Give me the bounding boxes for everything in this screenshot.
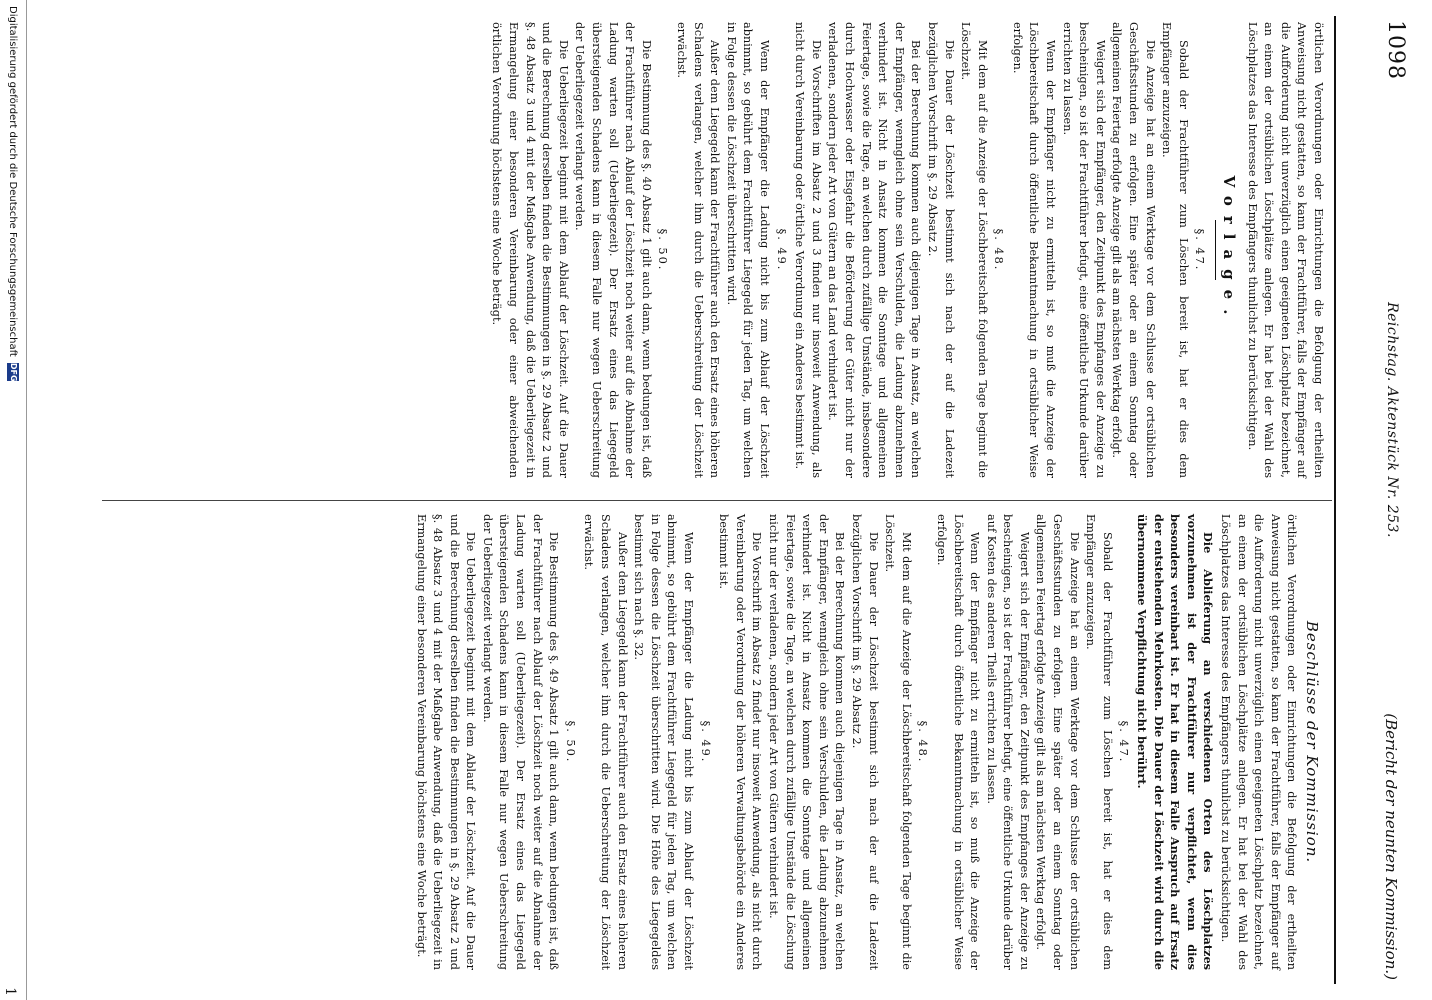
left-s47-para: Sobald der Frachtführer zum Löschen bereit ist, hat er dies dem Empfänger anzuzeigen. bbox=[1160, 22, 1190, 478]
dfg-logo: DFG bbox=[9, 362, 18, 382]
left-section-48-heading: §. 48. bbox=[992, 228, 1006, 272]
right-section-48-heading: §. 48. bbox=[916, 720, 930, 764]
column-divider bbox=[102, 500, 1332, 501]
right-section-50-heading: §. 50. bbox=[563, 720, 577, 764]
right-column-title: Beschlüsse der Kommission. bbox=[1303, 620, 1321, 864]
header-report-label: (Bericht der neunten Kommission.) bbox=[1382, 713, 1400, 980]
left-s48-para: Die Dauer der Löschzeit bestimmt sich nach der auf die Ladezeit bezüglichen Vorschrift im §. 29 Absatz 2. bbox=[925, 22, 956, 478]
left-s47-para: Wenn der Empfänger nicht zu ermitteln ist, so muß die Anzeige der Löschbereitschaft durch öffentliche Bekanntmachung in ortsüblicher Weise erfolgen. bbox=[1010, 22, 1058, 478]
header-title: Reichstag. Aktenstück Nr. 253. bbox=[1384, 302, 1400, 538]
left-s48-para: Bei der Berechnung kommen auch diejenigen Tage in Ansatz, an welchen der Empfänger, wenngleich ohne sein Verschulden, die Ladung abzunehmen verhindert ist. Nicht in Ansatz kommen die Sonntage und allgemeinen Feiertage, sowie die Tage, an welchen durch zufällige Umstände, insbesondere durch Hochwasser oder Eisgefahr die Beförderung der Güter nicht nur der verladenen, sondern jeder Art von Gütern an das Land verhindert ist. bbox=[826, 22, 923, 478]
left-s49-para: Wenn der Empfänger die Ladung nicht bis zum Ablauf der Löschzeit abnimmt, so gebührt dem Frachtführer Liegegeld für jeden Tag, um welchen in Folge dessen die Löschzeit überschritten wird. bbox=[724, 22, 771, 478]
right-s50-para: Die Bestimmung des §. 49 Absatz 1 gilt auch dann, wenn bedungen ist, daß der Frachtführer nach Ablauf der Löschzeit noch weiter auf die Abnahme der Ladung warten soll (Ueberliegezeit). Der Ersatz eines das Liegegeld übersteigenden Schadens kann in diesem Falle nur wegen Ueberschreitung der Ueberliegezeit verlangt werden. bbox=[480, 514, 561, 970]
digitization-footer bbox=[0, 0, 27, 1000]
left-s49-para: Außer dem Liegegeld kann der Frachtführer auch den Ersatz eines höheren Schadens verlangen, welcher ihm durch die Ueberschreitung der Löschzeit erwächst. bbox=[675, 22, 722, 478]
left-column-title: Vorlage. bbox=[1220, 175, 1239, 325]
right-s48-para: Mit dem auf die Anzeige der Löschbereitschaft folgenden Tage beginnt die Löschzeit. bbox=[883, 514, 913, 970]
footer-mark: 1 bbox=[2, 987, 18, 996]
left-s47-para: Die Anzeige hat an einem Werktage vor dem Schlusse der ortsüblichen Geschäftsstunden zu erfolgen. Eine später oder an einem Sonntag oder allgemeinen Feiertag erfolgte Anzeige gilt als am nächsten Werktag erfolgt. bbox=[1110, 22, 1157, 478]
right-s48-para: Bei der Berechnung kommen auch diejenigen Tage in Ansatz, an welchen der Empfänger, wenngleich ohne sein Verschulden, die Ladung abzunehmen verhindert ist. Nicht in Ansatz kommen die Sonntage und allgemeinen Feiertage, sowie die Tage, an welchen durch zufällige Umstände die Löschung nicht nur der verladenen, sondern jeder Art von Gütern verhindert ist. bbox=[767, 514, 847, 970]
left-s50-para: Die Ueberliegezeit beginnt mit dem Ablauf der Löschzeit. Auf die Dauer und die Berechnung derselben finden die Bestimmungen in §. 29 Absatz 2 und §. 48 Absatz 3 und 4 mit der Maßgabe Anwendung, daß die Ueberliegezeit in Ermangelung einer besonderen Vereinbarung oder einer abweichenden örtlichen Verordnung höchstens eine Woche beträgt. bbox=[490, 22, 570, 478]
title-rule bbox=[1215, 220, 1216, 280]
right-intro-amendment: Die Ablieferung an verschiedenen Orten des Löschplatzes vorzunehmen ist der Frachtführer nur verpflichtet, wenn dies besonders vereinbart ist. Er hat in diesem Falle Anspruch auf Ersatz der entstehenden Mehrkosten. Die Dauer der Löschzeit wird durch die übernommene Verpflichtung nicht berührt. bbox=[1135, 514, 1216, 970]
left-s48-para: Mit dem auf die Anzeige der Löschbereitschaft folgenden Tage beginnt die Löschzeit. bbox=[959, 22, 989, 478]
right-s47-para: Wenn der Empfänger nicht zu ermitteln ist, so muß die Anzeige der Löschbereitschaft durch öffentliche Bekanntmachung in ortsüblicher Weise erfolgen. bbox=[934, 514, 982, 970]
left-section-47-heading: §. 47. bbox=[1193, 228, 1207, 272]
right-s47-para: Weigert sich der Empfänger, den Zeitpunkt des Empfanges der Anzeige zu bescheinigen, so ist der Frachtführer befugt, eine öffentliche Urkunde darüber auf Kosten des anderen Theils errichten zu lassen. bbox=[984, 514, 1031, 970]
right-s47-para: Die Anzeige hat an einem Werktage vor dem Schlusse der ortsüblichen Geschäftsstunden zu erfolgen. Eine später oder an einem Sonntag oder allgemeinen Feiertag erfolgte Anzeige gilt als am nächsten Werktag erfolgt. bbox=[1034, 514, 1081, 970]
header-rule bbox=[1334, 16, 1336, 984]
right-s48-para: Die Vorschrift im Absatz 2 findet nur insoweit Anwendung, als nicht durch Vereinbarung oder Verordnung der höheren Verwaltungsbehörde ein Anderes bestimmt ist. bbox=[717, 514, 764, 970]
right-section-47-heading: §. 47. bbox=[1117, 720, 1131, 764]
left-s47-para: Weigert sich der Empfänger, den Zeitpunkt des Empfanges der Anzeige zu bescheinigen, so ist der Frachtführer befugt, eine öffentliche Urkunde darüber errichten zu lassen. bbox=[1060, 22, 1107, 478]
right-s48-para: Die Dauer der Löschzeit bestimmt sich nach der auf die Ladezeit bezüglichen Vorschrift im §. 29 Absatz 2. bbox=[849, 514, 880, 970]
left-section-50-heading: §. 50. bbox=[656, 228, 670, 272]
digitization-credit: Digitalisierung gefördert durch die Deutsche Forschungsgemeinschaft bbox=[7, 6, 19, 357]
column-vorlage bbox=[488, 22, 1326, 478]
page-number: 1098 bbox=[1383, 20, 1408, 80]
column-beschluesse bbox=[412, 514, 1326, 970]
right-section-49-heading: §. 49. bbox=[698, 720, 712, 764]
left-s48-para: Die Vorschriften im Absatz 2 und 3 finden nur insoweit Anwendung, als nicht durch Vereinbarung oder örtliche Verordnung ein Anderes bestimmt ist. bbox=[793, 22, 823, 478]
left-section-49-heading: §. 49. bbox=[774, 228, 788, 272]
right-s49-para: Außer dem Liegegeld kann der Frachtführer auch den Ersatz eines höheren Schadens verlangen, welcher ihm durch die Ueberschreitung der Löschzeit erwächst. bbox=[582, 514, 629, 970]
right-s47-para: Sobald der Frachtführer zum Löschen bereit ist, hat er dies dem Empfänger anzuzeigen. bbox=[1084, 514, 1114, 970]
left-s50-para: Die Bestimmung des §. 40 Absatz 1 gilt auch dann, wenn bedungen ist, daß der Frachtführer nach Ablauf der Löschzeit noch weiter auf die Abnahme der Ladung warten soll (Ueberliegezeit). Der Ersatz eines das Liegegeld übersteigenden Schadens kann in diesem Falle nur wegen Ueberschreitung der Ueberliegezeit verlangt werden. bbox=[573, 22, 653, 478]
right-intro: örtlichen Verordnungen oder Einrichtungen die Befolgung der ertheilten Anweisung nicht gestatten, so kann der Frachtführer, falls der Empfänger auf die Aufforderung nicht unverzüglich einen geeigneten Löschplatz bezeichnet, an einem der ortsüblichen Löschplätze anlegen. Er hat bei der Wahl des Löschplatzes das Interesse des Empfängers thunlichst zu berücksichtigen. bbox=[1219, 514, 1299, 970]
left-intro: örtlichen Verordnungen oder Einrichtungen die Befolgung der ertheilten Anweisung nicht gestatten, so kann der Frachtführer, falls der Empfänger auf die Aufforderung nicht unverzüglich einen geeigneten Löschplatz bezeichnet, an einem der ortsüblichen Löschplätze anlegen. Er hat bei der Wahl des Löschplatzes das Interesse des Empfängers thunlichst zu berücksichtigen. bbox=[1245, 22, 1325, 478]
right-s50-para: Die Ueberliegezeit beginnt mit dem Ablauf der Löschzeit. Auf die Dauer und die Berechnung derselben finden die Bestimmungen in §. 29 Absatz 2 und §. 48 Absatz 3 und 4 mit der Maßgabe Anwendung, daß die Ueberliegezeit in Ermangelung einer besonderen Vereinbarung höchstens eine Woche beträgt. bbox=[414, 514, 478, 970]
right-s49-para: Wenn der Empfänger die Ladung nicht bis zum Ablauf der Löschzeit abnimmt, so gebührt dem Frachtführer Liegegeld für jeden Tag, um welchen in Folge dessen die Löschzeit überschritten wird. Die Höhe des Liegegeldes bestimmt sich nach §. 32. bbox=[632, 514, 696, 970]
